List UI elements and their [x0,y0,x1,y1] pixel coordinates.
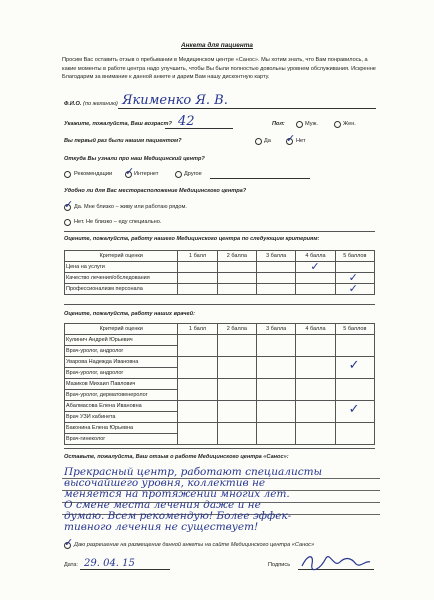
header-score-5: 5 баллов [335,251,374,262]
first-visit-label: Вы первый раз были нашим пациентом? [64,138,182,144]
header-score-4: 4 балла [296,251,335,262]
criterion-professionalism: Профессионализм персонала [65,284,178,295]
center-rating-question: Оцените, пожалуйста, работу нашего Медицинского центра по следующим критериям: [64,236,320,242]
score-cell[interactable] [178,335,217,357]
header-score-2: 2 балла [217,251,256,262]
age-underline [165,128,233,129]
source-recommendation-label: Рекомендации [74,171,113,177]
header-criterion: Критерий оценки [65,251,178,262]
doctor-name: Уварова Надежда Ивановна [65,357,178,368]
score-cell[interactable] [296,423,335,445]
checkmark-icon: ✓ [348,283,358,295]
score-cell[interactable] [335,284,374,295]
form-intro: Просим Вас оставить отзыв о пребывании в Медицинском центре «Санос». Мы хотим знать, что Вам понравилось, а какие моменты в работе центра надо улучшить, чтобы Вы были полностью довольны уровнем обслуживания. Искренне Благодарим за внимание к данной анкете и дарим Вам нашу дисконтную карту. [62,57,376,81]
score-cell[interactable] [296,284,335,295]
table-row [65,284,375,295]
doctor-name: Баконина Елена Юрьевна [65,423,178,434]
score-cell[interactable] [296,401,335,423]
table-row [65,273,375,284]
score-cell[interactable] [335,423,374,445]
score-cell[interactable] [217,379,256,401]
doctor-name: Абалмасова Елена Ивановна [65,401,178,412]
age-label: Укажите, пожалуйста, Ваш возраст? [64,121,172,127]
score-cell[interactable] [335,357,374,379]
doctor-role: Врач-уролог, андролог [65,368,178,379]
doctor-role: Врач УЗИ кабинета [65,412,178,423]
first-visit-yes-label: Да [264,138,271,144]
header-score-3: 3 балла [257,251,296,262]
table-row [65,262,375,273]
consent-text: Даю разрешение на размещение данной анкеты на сайте Медицинского центра «Санос» [74,542,315,548]
header-score-4: 4 балла [296,324,335,335]
comment-line-text: меняется на протяжении многих лет. [64,488,290,500]
header-criterion: Критерий оценки [65,324,178,335]
score-cell[interactable] [335,335,374,357]
comment-line-text: думаю. Всем рекомендую! Более эффек- [64,510,292,522]
score-cell[interactable] [217,401,256,423]
table-row [65,357,375,368]
score-cell[interactable] [257,262,296,273]
score-cell[interactable] [296,379,335,401]
score-cell[interactable] [217,273,256,284]
criterion-price: Цена на услуги [65,262,178,273]
source-recommendation-radio[interactable] [64,171,71,178]
checkmark-icon: ✓ [348,402,360,417]
criterion-quality: Качество лечения/обследования [65,273,178,284]
first-visit-yes-radio[interactable] [255,138,262,145]
doctor-rating-table [64,323,375,445]
comment-prompt: Оставьте, пожалуйста, Ваш отзыв о работе Медицинского центра «Санос»: [64,454,289,460]
checkmark-icon: ✓ [348,358,360,373]
score-cell[interactable] [257,423,296,445]
score-cell[interactable] [335,379,374,401]
comment-line-text: тивного лечения не существует! [64,521,259,533]
score-cell[interactable] [257,335,296,357]
score-cell[interactable] [296,335,335,357]
sex-female-radio[interactable] [334,121,341,128]
form-title: Анкета для пациента [181,42,253,49]
score-cell[interactable] [257,284,296,295]
divider-1 [64,231,375,232]
divider-3 [64,448,375,449]
score-cell[interactable] [217,284,256,295]
checkmark-icon: ✓ [348,272,358,284]
location-near-label: Да. Мне близко – живу или работаю рядом. [74,204,187,210]
score-cell[interactable] [178,273,217,284]
score-cell[interactable] [257,379,296,401]
doctor-role: Врач-уролог, дерматовенеролог [65,390,178,401]
table-row [65,379,375,390]
header-score-1: 1 балл [178,324,217,335]
consent-radio[interactable] [64,542,71,549]
sex-female-label: Жен. [343,121,356,127]
score-cell[interactable] [296,262,335,273]
table-row [65,335,375,346]
table-row [65,423,375,434]
score-cell[interactable] [257,401,296,423]
comment-area[interactable] [62,466,380,533]
header-score-3: 3 балла [257,324,296,335]
header-score-5: 5 баллов [335,324,374,335]
location-near-radio[interactable] [64,204,71,211]
doctor-rating-question: Оцените, пожалуйста, работу наших врачей: [64,311,195,317]
header-score-2: 2 балла [217,324,256,335]
doctor-rating-header-row [65,324,375,335]
score-cell[interactable] [178,262,217,273]
score-cell[interactable] [178,401,217,423]
source-other-underline [210,178,310,179]
score-cell[interactable] [335,273,374,284]
fio-label: Ф.И.О. [64,101,82,107]
center-rating-table [64,250,375,295]
comment-line-text: высочайшего уровня, коллектив не [64,477,266,489]
score-cell[interactable] [178,357,217,379]
score-cell[interactable] [335,401,374,423]
date-value[interactable]: 29. 04. 15 [84,558,135,569]
table-row [65,401,375,412]
score-cell[interactable] [178,423,217,445]
doctor-name: Кулинич Андрей Юрьевич [65,335,178,346]
score-cell[interactable] [217,357,256,379]
source-question: Откуда Вы узнали про наш Медицинский центр? [64,156,205,162]
comment-line-text: О смене места лечения даже и не [64,499,261,511]
score-cell[interactable] [296,273,335,284]
doctor-name: Мазиков Михаил Павлович [65,379,178,390]
source-internet-label: Интернет [134,171,159,177]
score-cell[interactable] [178,284,217,295]
score-cell[interactable] [257,273,296,284]
fio-underline [118,108,376,109]
location-question: Удобно ли для Вас месторасположение Медицинского центра? [64,188,247,194]
header-score-1: 1 балл [178,251,217,262]
source-other-radio[interactable] [175,171,182,178]
sex-male-label: Муж. [305,121,318,127]
signature-label: Подпись [268,562,291,568]
score-cell[interactable] [217,423,256,445]
score-cell[interactable] [217,335,256,357]
first-visit-no-radio[interactable] [286,138,293,145]
score-cell[interactable] [296,357,335,379]
location-far-radio[interactable] [64,219,71,226]
source-internet-radio[interactable] [125,171,132,178]
divider-2 [64,304,375,305]
date-underline [80,569,170,570]
age-value[interactable]: 42 [178,114,195,129]
doctor-role: Врач-уролог, андролог [65,346,178,357]
score-cell[interactable] [335,262,374,273]
signature-mark [300,552,372,572]
fio-value[interactable]: Якименко Я. В. [122,93,228,108]
comment-line-text: Прекрасный центр, работают специалисты [64,466,323,478]
fio-hint: (по желанию) [83,101,118,107]
date-label: Дата: [64,562,78,568]
sex-label: Пол: [272,121,285,127]
checkmark-icon: ✓ [310,261,320,273]
first-visit-no-label: Нет [296,138,306,144]
center-rating-header-row [65,251,375,262]
doctor-role: Врач-гинеколог [65,434,178,445]
score-cell[interactable] [217,262,256,273]
score-cell[interactable] [257,357,296,379]
score-cell[interactable] [178,379,217,401]
source-other-label: Другое [184,171,202,177]
location-far-label: Нет. Не близко – еду специально. [74,219,162,225]
sex-male-radio[interactable] [296,121,303,128]
